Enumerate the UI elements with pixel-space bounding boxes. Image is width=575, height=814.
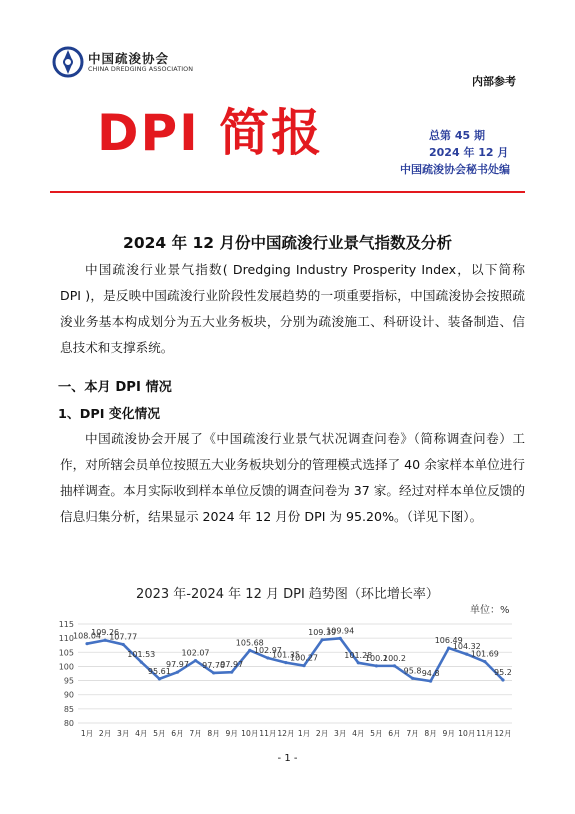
data-point: [140, 661, 143, 664]
intro-paragraph: 中国疏浚行业景气指数( Dredging Industry Prosperity Index，以下简称 DPI )，是反映中国疏浚行业阶段性发展趋势的一项重要指标，中国疏浚协会按照疏浚业务基本构成划分为五大业务板块，分别为疏浚施工、科研设计、装备制造、信息技术和支撑系统。: [60, 262, 525, 355]
data-label: 94.8: [421, 669, 440, 679]
data-point: [393, 664, 396, 667]
data-label: 108.04: [73, 631, 102, 641]
x-tick-label: 3月: [333, 729, 347, 738]
internal-reference-label: 内部参考: [472, 75, 516, 88]
x-tick-label: 8月: [207, 729, 220, 738]
x-tick-label: 6月: [171, 729, 184, 738]
subsection-heading: 1、DPI 变化情况: [58, 407, 161, 422]
issue-date: 2024 年 12 月: [429, 146, 509, 159]
x-tick-label: 11月: [476, 729, 494, 738]
data-label: 102.97: [253, 646, 282, 656]
y-tick-label: 95: [63, 676, 74, 686]
x-tick-label: 5月: [370, 729, 383, 738]
data-point: [501, 678, 504, 681]
dpi-trend-chart: [50, 620, 522, 748]
x-tick-label: 4月: [352, 729, 365, 738]
survey-paragraph: 中国疏浚协会开展了《中国疏浚行业景气状况调查问卷》（简称调查问卷）工作，对所辖会员单位按照五大业务板块划分的管理模式选择了 40 余家样本单位进行抽样调查。本月实际收到样本单位反馈的调查问卷为 37 家。经过对样本单位反馈的信息归集分析，结果显示 2024 年 12 月份 DPI 为 95.20%。（详见下图）。: [60, 431, 525, 524]
data-label: 101.69: [470, 649, 499, 659]
data-label: 97.97: [220, 660, 244, 670]
data-label: 102.07: [181, 648, 210, 658]
data-point: [230, 671, 233, 674]
x-tick-label: 3月: [116, 729, 130, 738]
issue-number: 总第 45 期: [429, 129, 485, 142]
data-point: [357, 661, 360, 664]
data-point: [284, 661, 287, 664]
data-point: [122, 643, 125, 646]
data-label: 109.39: [308, 627, 337, 637]
data-label: 109.94: [326, 626, 355, 636]
data-point: [339, 637, 342, 640]
data-point: [375, 664, 378, 667]
data-point: [465, 653, 468, 656]
data-label: 105.68: [235, 638, 264, 648]
y-tick-label: 100: [58, 662, 74, 672]
chart-title: 2023 年-2024 年 12 月 DPI 趋势图（环比增长率）: [136, 587, 439, 602]
data-label: 100.2: [383, 653, 406, 663]
data-label: 95.8: [403, 666, 422, 676]
x-tick-label: 4月: [135, 729, 148, 738]
x-tick-label: 10月: [458, 729, 476, 738]
data-label: 97.70: [202, 660, 226, 670]
chart-unit-label: 单位：%: [470, 605, 510, 616]
data-point: [158, 677, 161, 680]
cda-logo-icon: [52, 46, 84, 78]
y-tick-label: 90: [63, 690, 74, 700]
masthead-title: DPI 简报: [97, 104, 324, 162]
data-point: [483, 660, 486, 663]
x-tick-label: 1月: [297, 729, 311, 738]
x-tick-label: 8月: [424, 729, 437, 738]
data-label: 101.28: [344, 650, 373, 660]
data-point: [266, 656, 269, 659]
y-tick-label: 105: [58, 648, 74, 658]
y-tick-label: 115: [58, 620, 74, 629]
data-point: [85, 642, 88, 645]
data-label: 104.32: [452, 642, 481, 652]
data-point: [212, 671, 215, 674]
data-label: 95.61: [147, 666, 171, 676]
data-label: 95.2: [494, 668, 512, 678]
data-label: 100.27: [290, 653, 319, 663]
data-point: [104, 639, 107, 642]
org-name-en: CHINA DREDGING ASSOCIATION: [88, 65, 194, 73]
x-tick-label: 11月: [259, 729, 277, 738]
data-point: [321, 638, 324, 641]
x-tick-label: 2月: [98, 729, 112, 738]
data-point: [429, 680, 432, 683]
data-label: 106.49: [434, 636, 463, 646]
data-point: [411, 677, 414, 680]
y-tick-label: 85: [63, 704, 74, 714]
data-point: [176, 671, 179, 674]
article-headline: 2024 年 12 月份中国疏浚行业景气指数及分析: [123, 234, 452, 252]
data-point: [248, 649, 251, 652]
data-label: 107.77: [109, 632, 138, 642]
x-tick-label: 1月: [80, 729, 94, 738]
data-point: [447, 646, 450, 649]
data-label: 100.2: [364, 653, 388, 663]
x-tick-label: 9月: [225, 729, 238, 738]
section-heading: 一、本月 DPI 情况: [58, 380, 172, 395]
x-tick-label: 9月: [442, 729, 455, 738]
y-tick-label: 80: [63, 719, 74, 728]
org-name-cn: 中国疏浚协会: [88, 51, 170, 66]
y-tick-label: 110: [58, 634, 74, 644]
x-tick-label: 7月: [406, 729, 419, 738]
x-tick-label: 5月: [153, 729, 166, 738]
x-tick-label: 7月: [189, 729, 202, 738]
data-label: 101.35: [271, 650, 300, 660]
data-label: 101.53: [127, 650, 156, 660]
x-tick-label: 12月: [494, 729, 512, 738]
issue-editor: 中国疏浚协会秘书处编: [400, 163, 510, 176]
data-point: [302, 664, 305, 667]
data-point: [194, 659, 197, 662]
x-tick-label: 6月: [388, 729, 401, 738]
x-tick-label: 2月: [315, 729, 329, 738]
masthead-divider: [50, 191, 525, 193]
page-number: - 1 -: [277, 753, 298, 764]
x-tick-label: 12月: [277, 729, 295, 738]
data-label: 109.26: [91, 628, 120, 638]
data-label: 97.97: [166, 660, 189, 670]
x-tick-label: 10月: [241, 729, 259, 738]
